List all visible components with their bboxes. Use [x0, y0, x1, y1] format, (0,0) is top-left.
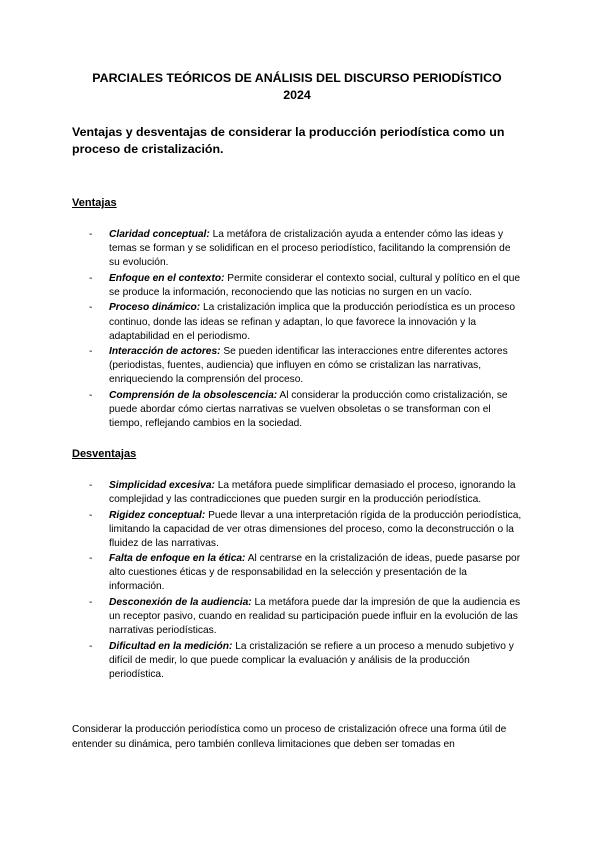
- item-text: La metáfora puede simplificar demasiado el proceso, ignorando la complejidad y las contradicciones que pueden surgir en la producción periodística.: [109, 479, 516, 505]
- item-text: La cristalización implica que la producción periodística es un proceso continuo, donde las ideas se refinan y adaptan, lo que favorece la innovación y la adaptabilidad en el periodismo.: [109, 302, 516, 342]
- document-title-line-1: PARCIALES TEÓRICOS DE ANÁLISIS DEL DISCURSO PERIODÍSTICO: [92, 71, 502, 85]
- list-dash: -: [89, 553, 93, 565]
- item-term: Enfoque en el contexto:: [109, 272, 225, 284]
- conclusion-paragraph: Considerar la producción periodística como un proceso de cristalización ofrece una forma útil de entender su dinámica, pero también conlleva limitaciones que deben ser tomadas en: [72, 724, 507, 751]
- document-title: [72, 70, 522, 104]
- item-term: Comprensión de la obsolescencia:: [109, 390, 278, 402]
- document-subtitle: Ventajas y desventajas de considerar la producción periodística como un proceso de cristalización.: [72, 125, 505, 156]
- list-item: [72, 389, 522, 431]
- list-dash: -: [89, 346, 93, 358]
- section-heading-ventajas: Ventajas: [72, 197, 117, 209]
- list-item: [72, 345, 522, 387]
- item-term: Desconexión de la audiencia:: [109, 597, 252, 609]
- list-item: [72, 596, 522, 638]
- item-text: La metáfora puede dar la impresión de que la audiencia es un receptor pasivo, cuando en realidad su participación puede influir en la evolución de las narrativas periodísticas.: [109, 597, 521, 637]
- list-dash: -: [89, 272, 93, 284]
- item-term: Dificultad en la medición:: [109, 640, 233, 652]
- list-item: [72, 228, 522, 270]
- list-dash: -: [89, 479, 93, 491]
- item-text: Al considerar la producción como cristalización, se puede abordar cómo ciertas narrativas se vuelven obsoletas o se transforman con el tiempo, reflejando cambios en la sociedad.: [109, 390, 508, 430]
- list-item: [72, 479, 522, 507]
- item-term: Interacción de actores:: [109, 346, 221, 358]
- item-text: Se pueden identificar las interacciones entre diferentes actores (periodistas, fuentes, audiencia) que influyen en cómo se cristalizan las narrativas, enriqueciendo la comprensión del proceso.: [109, 346, 508, 386]
- list-item: [72, 509, 522, 551]
- item-text: Puede llevar a una interpretación rígida de la producción periodística, limitando la capacidad de ver otras dimensiones del proceso, como la deconstrucción o la fluidez de las narrativas.: [109, 509, 522, 549]
- item-text: Al centrarse en la cristalización de ideas, puede pasarse por alto cuestiones éticas y de responsabilidad en la selección y presentación de la información.: [109, 553, 521, 593]
- list-item: [72, 272, 522, 300]
- list-dash: -: [89, 597, 93, 609]
- item-text: La cristalización se refiere a un proceso a menudo subjetivo y difícil de medir, lo que puede complicar la evaluación y análisis de la producción periodística.: [109, 640, 514, 681]
- list-dash: -: [89, 302, 93, 314]
- list-item: [72, 301, 522, 343]
- item-term: Simplicidad excesiva:: [109, 479, 215, 491]
- list-dash: -: [89, 229, 93, 240]
- item-term: Falta de enfoque en la ética:: [109, 553, 246, 565]
- item-term: Proceso dinámico:: [109, 302, 201, 314]
- list-dash: -: [89, 640, 93, 652]
- list-item: [72, 552, 522, 594]
- item-text: Permite considerar el contexto social, cultural y político en el que se produce la información, reconociendo que las noticias no surgen en un vacío.: [109, 272, 521, 298]
- ventajas-list: [72, 228, 522, 431]
- list-item: [72, 640, 522, 682]
- desventajas-list: [72, 479, 522, 682]
- section-heading-desventajas: Desventajas: [72, 447, 137, 460]
- document-title-line-2: 2024: [283, 88, 311, 102]
- item-term: Rigidez conceptual:: [109, 509, 206, 521]
- item-term: Claridad conceptual:: [109, 229, 210, 240]
- item-text: La metáfora de cristalización ayuda a entender cómo las ideas y temas se forman y se solidifican en el proceso periodístico, facilitando la comprensión de su evolución.: [109, 229, 511, 269]
- list-dash: -: [89, 390, 93, 402]
- list-dash: -: [89, 509, 93, 521]
